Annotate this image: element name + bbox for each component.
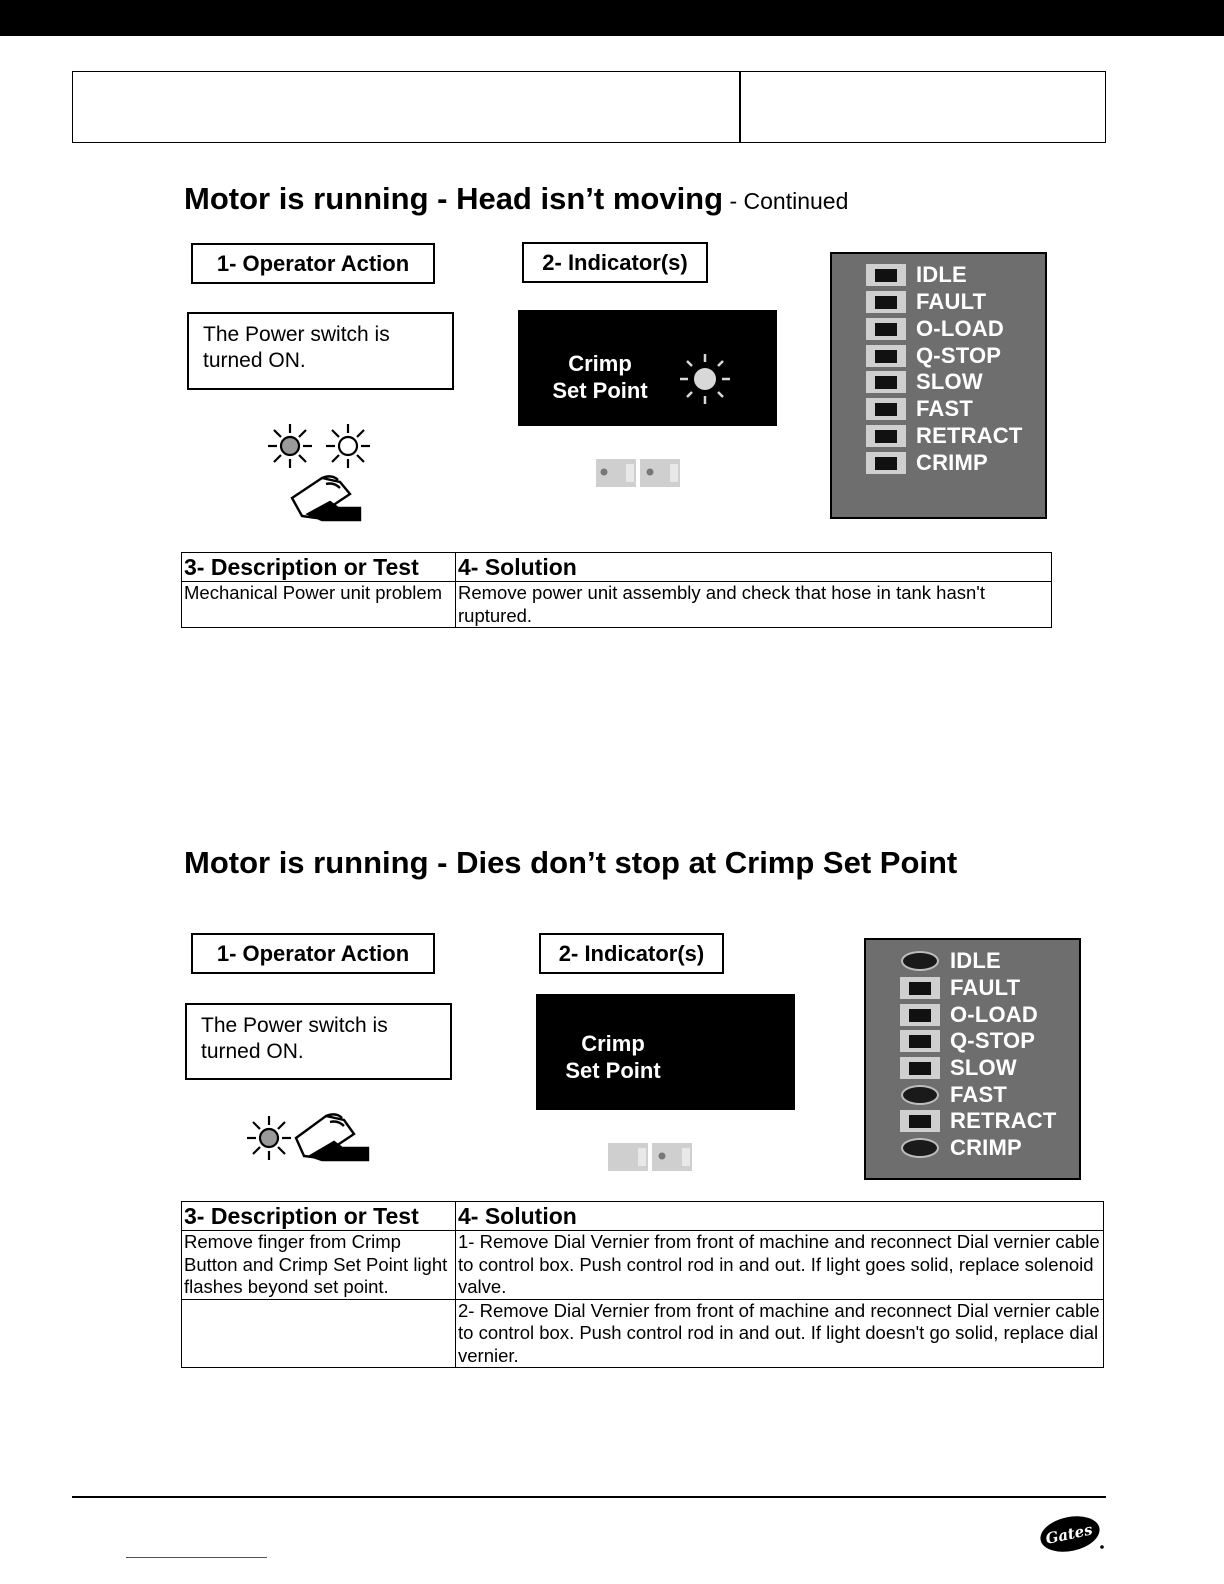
action-line-1: The Power switch is bbox=[203, 323, 390, 346]
solution-table-1 bbox=[181, 552, 1052, 628]
crimp-set-point-panel bbox=[536, 994, 795, 1110]
status-row-qstop: Q-STOP bbox=[866, 343, 1001, 369]
led-off-icon bbox=[900, 1057, 940, 1079]
action-line-2: turned ON. bbox=[203, 349, 306, 372]
pointing-hand-icon bbox=[296, 1114, 368, 1160]
led-off-icon bbox=[866, 371, 906, 393]
status-panel bbox=[864, 938, 1081, 1180]
switch-indicator-icon bbox=[608, 1140, 694, 1174]
status-row-crimp: CRIMP bbox=[866, 450, 988, 476]
section2-title: Motor is running - Dies don’t stop at Crimp Set Point bbox=[184, 845, 958, 880]
top-black-bar bbox=[0, 0, 1224, 36]
led-off-icon bbox=[900, 1110, 940, 1132]
action-line-2: turned ON. bbox=[201, 1040, 304, 1063]
light-flash-icon bbox=[247, 1116, 291, 1160]
light-outline-icon bbox=[326, 424, 370, 468]
switch-indicator-icon bbox=[596, 456, 682, 490]
solution-table-2 bbox=[181, 1201, 1104, 1368]
operator-action-box bbox=[185, 1003, 452, 1080]
status-row-fast: FAST bbox=[866, 396, 973, 422]
svg-text:Gates: Gates bbox=[1043, 1520, 1095, 1548]
table-row bbox=[182, 582, 1052, 628]
section1-title-suffix: - Continued bbox=[723, 188, 849, 214]
footer-link-underline[interactable] bbox=[126, 1557, 267, 1558]
power-switch-lights-icon bbox=[262, 420, 382, 530]
table-row bbox=[182, 1299, 1104, 1368]
led-off-icon bbox=[866, 345, 906, 367]
column-header-solution: 4- Solution bbox=[456, 553, 1052, 582]
led-on-icon bbox=[900, 950, 940, 972]
status-row-fault: FAULT bbox=[866, 289, 986, 315]
solution-cell: 1- Remove Dial Vernier from front of machine and reconnect Dial vernier cable to control box. Push control rod in and out. If light goes solid, replace solenoid valve. bbox=[456, 1231, 1104, 1300]
description-cell: Remove finger from Crimp Button and Crimp Set Point light flashes beyond set point. bbox=[182, 1231, 456, 1300]
light-on-icon bbox=[678, 352, 734, 408]
led-on-icon bbox=[900, 1137, 940, 1159]
footer-rule bbox=[72, 1496, 1106, 1498]
led-off-icon bbox=[900, 1030, 940, 1052]
description-cell bbox=[182, 1299, 456, 1368]
led-on-icon bbox=[900, 1084, 940, 1106]
gates-logo bbox=[1038, 1514, 1108, 1554]
operator-action-label: 1- Operator Action bbox=[191, 933, 435, 974]
status-row-retract: RETRACT bbox=[900, 1108, 1057, 1134]
power-switch-hand-icon bbox=[240, 1106, 375, 1170]
led-off-icon bbox=[866, 318, 906, 340]
indicators-label: 2- Indicator(s) bbox=[522, 242, 708, 283]
panel-line-1: Crimp bbox=[568, 351, 632, 376]
led-off-icon bbox=[900, 977, 940, 999]
status-row-slow: SLOW bbox=[900, 1055, 1017, 1081]
action-line-1: The Power switch is bbox=[201, 1014, 388, 1037]
status-row-fault: FAULT bbox=[900, 975, 1020, 1001]
table-row bbox=[182, 1231, 1104, 1300]
operator-action-box bbox=[187, 312, 454, 390]
header-box bbox=[72, 71, 1106, 143]
solution-cell: 2- Remove Dial Vernier from front of machine and reconnect Dial vernier cable to control box. Push control rod in and out. If light doesn't go solid, replace dial vernier. bbox=[456, 1299, 1104, 1368]
status-row-idle: IDLE bbox=[866, 262, 967, 288]
header-divider bbox=[739, 71, 741, 143]
column-header-description: 3- Description or Test bbox=[182, 553, 456, 582]
status-row-idle: IDLE bbox=[900, 948, 1001, 974]
table-header-row bbox=[182, 1202, 1104, 1231]
operator-action-label: 1- Operator Action bbox=[191, 243, 435, 284]
indicators-label: 2- Indicator(s) bbox=[539, 933, 724, 974]
crimp-set-point-panel bbox=[518, 310, 777, 426]
pointing-hand-icon bbox=[292, 476, 360, 520]
column-header-solution: 4- Solution bbox=[456, 1202, 1104, 1231]
light-flash-icon bbox=[268, 424, 312, 468]
led-off-icon bbox=[866, 398, 906, 420]
status-row-oload: O-LOAD bbox=[866, 316, 1004, 342]
solution-cell: Remove power unit assembly and check that hose in tank hasn't ruptured. bbox=[456, 582, 1052, 628]
status-row-retract: RETRACT bbox=[866, 423, 1023, 449]
panel-line-1: Crimp bbox=[581, 1031, 645, 1056]
status-row-slow: SLOW bbox=[866, 369, 983, 395]
status-row-fast: FAST bbox=[900, 1082, 1007, 1108]
led-off-icon bbox=[866, 425, 906, 447]
section1-title-text: Motor is running - Head isn’t moving bbox=[184, 181, 724, 216]
panel-line-2: Set Point bbox=[552, 378, 648, 403]
description-cell: Mechanical Power unit problem bbox=[182, 582, 456, 628]
column-header-description: 3- Description or Test bbox=[182, 1202, 456, 1231]
led-off-icon bbox=[866, 452, 906, 474]
panel-line-2: Set Point bbox=[565, 1058, 661, 1083]
section1-title bbox=[184, 181, 848, 217]
table-header-row bbox=[182, 553, 1052, 582]
status-row-oload: O-LOAD bbox=[900, 1002, 1038, 1028]
status-panel bbox=[830, 252, 1047, 519]
status-row-qstop: Q-STOP bbox=[900, 1028, 1035, 1054]
led-off-icon bbox=[900, 1004, 940, 1026]
led-off-icon bbox=[866, 291, 906, 313]
led-off-icon bbox=[866, 264, 906, 286]
status-row-crimp: CRIMP bbox=[900, 1135, 1022, 1161]
